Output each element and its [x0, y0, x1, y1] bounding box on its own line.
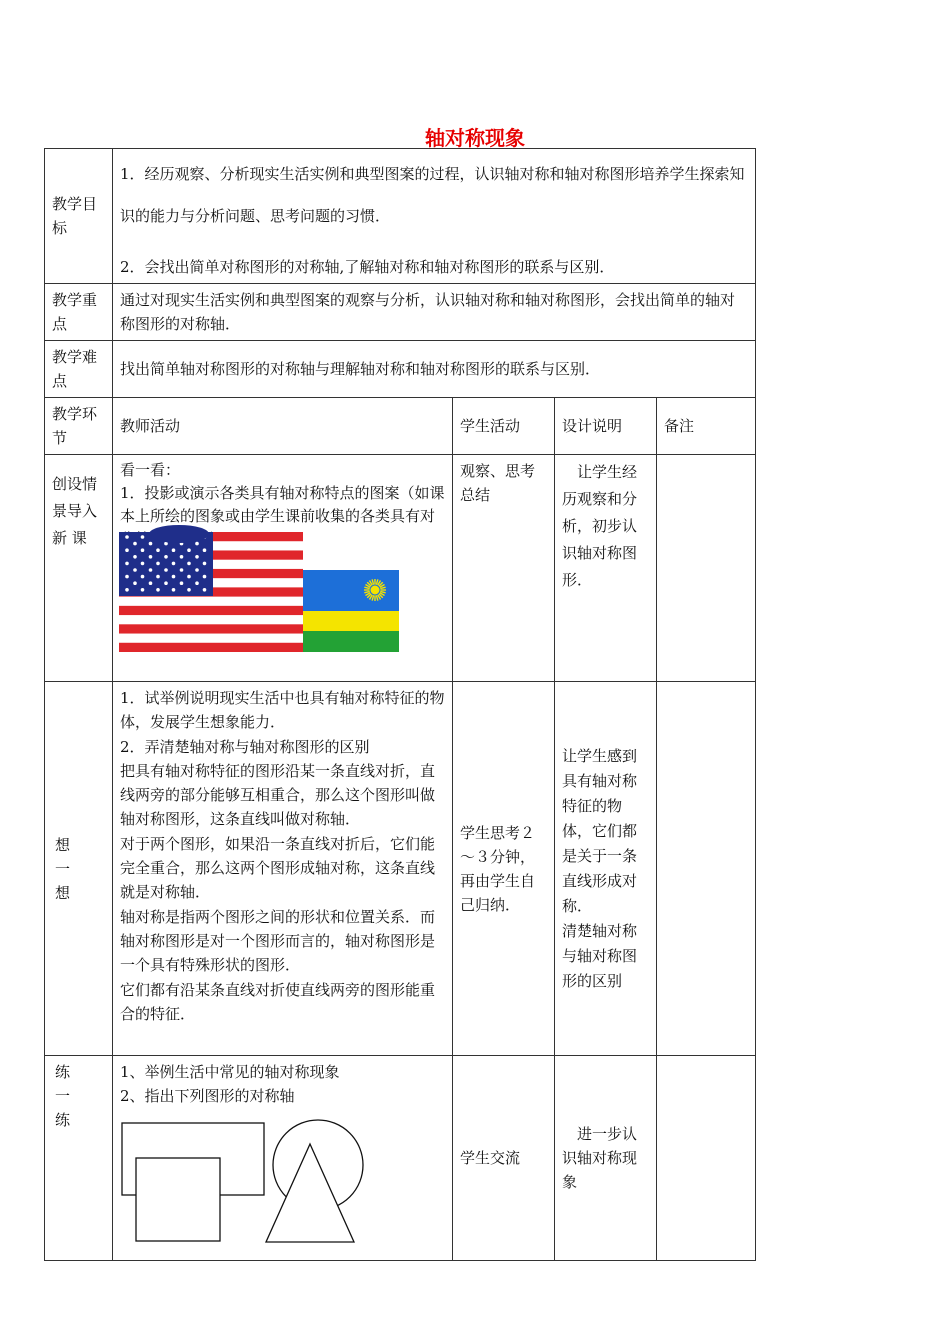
think-label-3: 想	[55, 883, 71, 902]
think-line-6: 它们都有沿某条直线对折使直线两旁的图形能重合的特征．	[120, 980, 436, 1023]
think-label-1: 想	[55, 835, 71, 854]
think-label	[45, 682, 113, 1056]
difficulties-label-text: 教学难点	[52, 348, 98, 390]
header-notes: 备注	[657, 398, 756, 455]
practice-student: 学生交流	[453, 1056, 555, 1261]
header-teacher: 教师活动	[113, 398, 453, 455]
goal-1: 1．经历观察、分析现实生活实例和典型图案的过程，认识轴对称和轴对称图形培养学生探索知识的能力与分析问题、思考问题的习惯．	[120, 165, 745, 225]
think-design	[555, 682, 657, 1056]
practice-notes	[657, 1056, 756, 1261]
difficulties-row	[45, 341, 756, 398]
practice-line-1: 1、举例生活中常见的轴对称现象	[120, 1063, 340, 1081]
header-row	[45, 398, 756, 455]
think-row	[45, 682, 756, 1056]
us-flag-image	[119, 532, 303, 652]
think-label-2: 一	[55, 859, 71, 878]
think-notes	[657, 682, 756, 1056]
think-line-5: 轴对称是指两个图形之间的形状和位置关系．而轴对称图形是对一个图形而言的，轴对称图形是一个具有特殊形状的图形．	[120, 907, 436, 975]
think-line-2: 2．弄清楚轴对称与轴对称图形的区别	[120, 737, 370, 756]
practice-label-2: 一	[55, 1087, 71, 1105]
intro-line-2: 1．投影或演示各类具有轴对称特点的图案（如课本上所绘的图象或由学生课前收集的各类具有对	[120, 484, 445, 525]
goal-2: 2．会找出简单对称图形的对称轴,了解轴对称和轴对称图形的联系与区别．	[120, 258, 615, 276]
square-shape	[136, 1158, 220, 1241]
practice-design: 进一步认识轴对称现象	[555, 1056, 657, 1261]
key-points-content: 通过对现实生活实例和典型图案的观察与分析，认识轴对称和轴对称图形，会找出简单的轴对称图形的对称轴．	[113, 284, 756, 341]
key-points-row	[45, 284, 756, 341]
think-student: 学生思考２～３分钟，再由学生自己归纳．	[453, 682, 555, 1056]
think-line-3: 把具有轴对称特征的图形沿某一条直线对折，直线两旁的部分能够互相重合，那么这个图形叫做轴对称图形，这条直线叫做对称轴．	[120, 761, 436, 829]
header-design: 设计说明	[555, 398, 657, 455]
think-line-4: 对于两个图形，如果沿一条直线对折后，它们能完全重合，那么这两个图形成轴对称，这条直线就是对称轴．	[120, 834, 436, 902]
goals-label	[45, 149, 113, 284]
intro-design: 让学生经历观察和分析，初步认识轴对称图形．	[555, 455, 657, 682]
intro-label	[45, 455, 113, 682]
intro-line-1: 看一看：	[120, 461, 181, 479]
intro-teacher	[113, 455, 453, 682]
practice-label-1: 练	[55, 1063, 71, 1081]
intro-row	[45, 455, 756, 682]
practice-row	[45, 1056, 756, 1261]
header-stage: 教学环节	[45, 398, 113, 455]
key-points-label-text: 教学重点	[52, 291, 98, 333]
key-points-label	[45, 284, 113, 341]
goals-row	[45, 149, 756, 284]
practice-line-2: 2、指出下列图形的对称轴	[120, 1087, 295, 1105]
think-teacher	[113, 682, 453, 1056]
header-student: 学生活动	[453, 398, 555, 455]
flag-images	[119, 528, 445, 654]
think-line-1: 1．试举例说明现实生活中也具有轴对称特征的物体，发展学生想象能力．	[120, 689, 445, 732]
practice-teacher	[113, 1056, 453, 1261]
lesson-plan-table	[44, 148, 756, 1261]
rwanda-flag-image	[303, 570, 399, 652]
goals-label-text: 教学目标	[52, 195, 98, 237]
intro-label-text: 创设情景导入新 课	[52, 475, 98, 547]
intro-student: 观察、思考总结	[453, 455, 555, 682]
triangle-shape	[266, 1144, 354, 1242]
difficulties-content: 找出简单轴对称图形的对称轴与理解轴对称和轴对称图形的联系与区别．	[113, 341, 756, 398]
document-title: 轴对称现象	[425, 126, 525, 150]
practice-label	[45, 1056, 113, 1261]
goals-content	[113, 149, 756, 284]
practice-shapes	[120, 1120, 445, 1260]
practice-label-3: 练	[55, 1111, 71, 1129]
difficulties-label	[45, 341, 113, 398]
think-design-2: 清楚轴对称与轴对称图形的区别	[562, 921, 638, 990]
intro-notes	[657, 455, 756, 682]
think-design-1: 让学生感到具有轴对称特征的物体，它们都是关于一条直线形成对称．	[562, 746, 638, 915]
symmetry-shapes-figure	[120, 1120, 370, 1260]
